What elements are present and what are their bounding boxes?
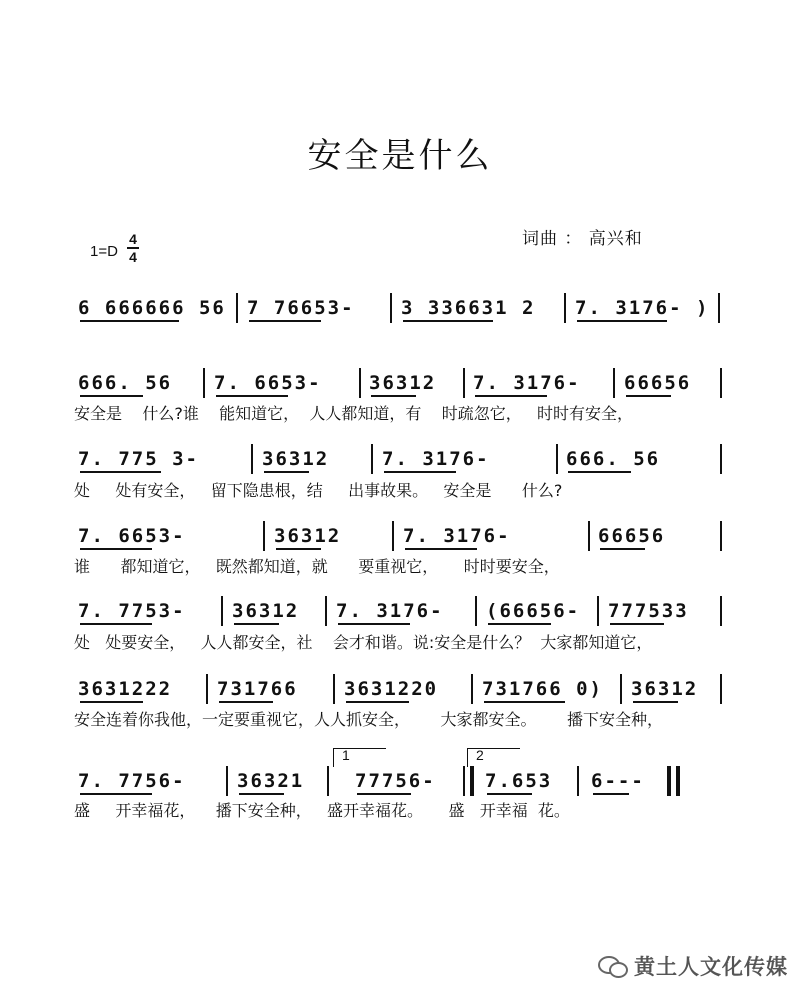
measure-notes: 6--- — [591, 770, 645, 792]
wechat-icon — [598, 954, 628, 978]
measure-notes: 66656 — [598, 525, 666, 547]
measure-notes: 7. 7756- — [78, 770, 186, 792]
measure-notes: 7. 3176- — [382, 448, 490, 470]
composer-credit: 词曲 ： 高兴和 — [522, 229, 643, 249]
watermark — [598, 951, 788, 981]
song-title: 安全是什么 — [307, 136, 493, 176]
measure-notes: (66656- — [486, 600, 581, 622]
measure-notes: 7. 775 3- — [78, 448, 199, 470]
lyric-line: 安全是 什么?谁 能知道它， 人人都知道，有 时疏忽它， 时时有安全， — [74, 404, 633, 423]
volta-second-ending — [467, 748, 520, 767]
measure-notes: 36312 — [274, 525, 342, 547]
measure-notes: 666. 56 — [78, 372, 173, 394]
measure-notes: 7. 6653- — [78, 525, 186, 547]
measure-notes: 77756- — [355, 770, 436, 792]
measure-notes: 3631222 — [78, 678, 173, 700]
measure-notes: 36312 — [369, 372, 437, 394]
volta-first-ending — [333, 748, 386, 767]
measure-notes: 66656 — [624, 372, 692, 394]
key-signature: 1=D — [90, 243, 118, 260]
measure-notes: 36312 — [232, 600, 300, 622]
measure-notes: 7.653 — [485, 770, 553, 792]
lyric-line: 安全连着你我他，一定要重视它，人人抓安全， 大家都安全。 播下安全种， — [74, 710, 664, 729]
measure-notes: 7. 3176- — [336, 600, 444, 622]
measure-notes: 36312 — [631, 678, 699, 700]
time-signature-top: 4 — [129, 231, 137, 247]
measure-notes: 777533 — [608, 600, 689, 622]
measure-notes: 36321 — [237, 770, 305, 792]
measure-notes: 731766 — [217, 678, 298, 700]
measure-notes: 7. 3176- — [403, 525, 511, 547]
volta-second-label: 2 — [476, 747, 484, 763]
volta-first-label: 1 — [342, 747, 350, 763]
lyric-line: 谁 都知道它， 既然都知道，就 要重视它， 时时要安全， — [74, 557, 560, 576]
measure-notes: 3 336631 2 — [401, 297, 536, 319]
watermark-text: 黄土人文化传媒 — [634, 955, 788, 979]
measure-notes: 7. 3176- — [473, 372, 581, 394]
measure-notes: 7 76653- — [247, 297, 355, 319]
time-signature-bottom: 4 — [129, 249, 137, 265]
measure-notes: 3631220 — [344, 678, 439, 700]
measure-notes: 7. 6653- — [214, 372, 322, 394]
measure-notes: 731766 0) — [482, 678, 603, 700]
lyric-line: 盛 开幸福花， 播下安全种， 盛开幸福花。 盛 开幸福 花。 — [74, 801, 570, 820]
measure-notes: 36312 — [262, 448, 330, 470]
measure-notes: 666. 56 — [566, 448, 661, 470]
lyric-line: 处 处有安全， 留下隐患根，结 出事故果。 安全是 什么? — [74, 481, 563, 500]
lyric-line: 处 处要安全， 人人都安全，社 会才和谐。说:安全是什么？ 大家都知道它， — [74, 633, 653, 652]
measure-notes: 6 666666 56 — [78, 297, 226, 319]
measure-notes: 7. 7753- — [78, 600, 186, 622]
measure-notes: 7. 3176- ) — [575, 297, 710, 319]
